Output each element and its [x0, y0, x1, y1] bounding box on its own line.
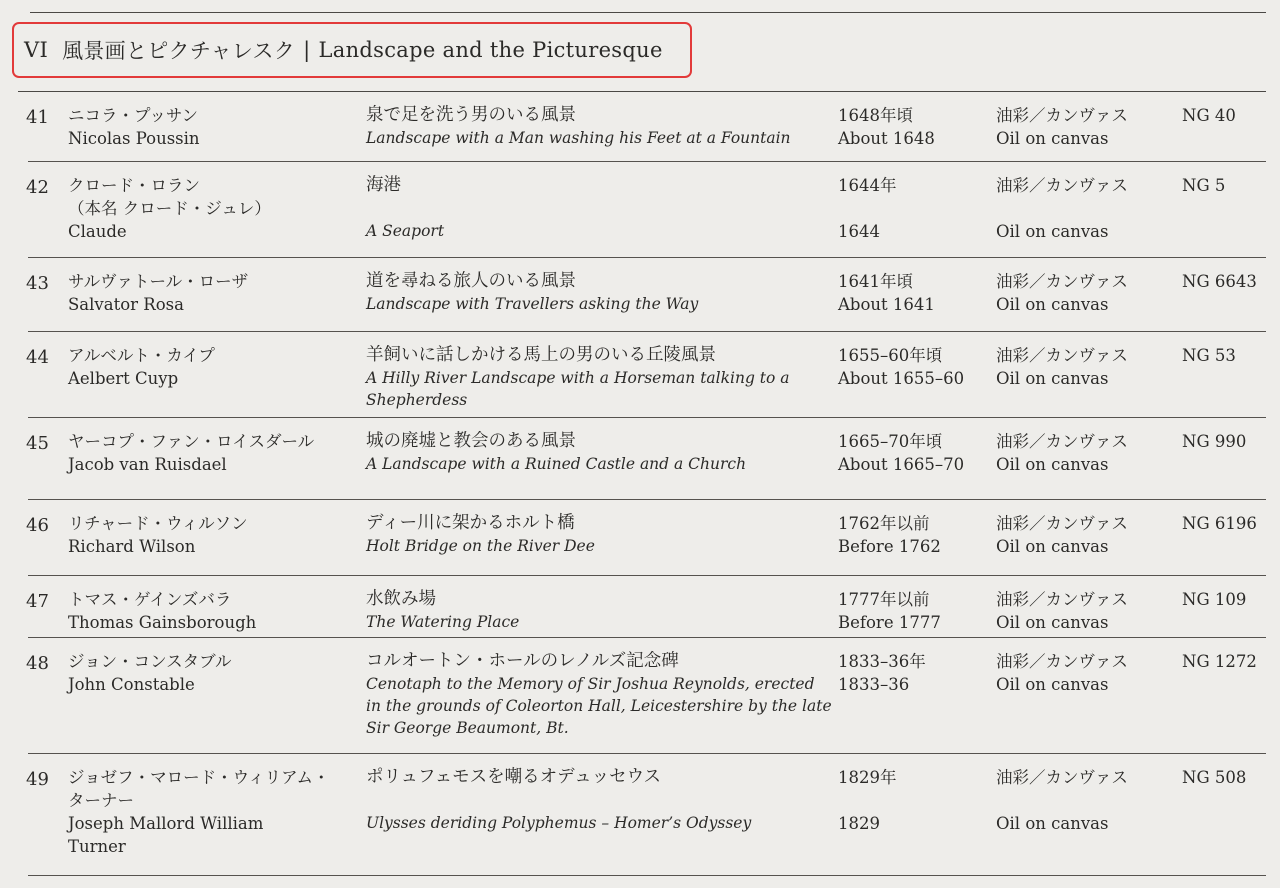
work-date-en: About 1655–60	[838, 369, 965, 388]
work-date-en: 1833–36	[838, 675, 910, 694]
work-title-ja: ディー川に架かるホルト橋	[366, 513, 575, 533]
work-title	[366, 104, 791, 149]
work-title-en: Landscape with a Man washing his Feet at a Fountain	[366, 129, 791, 147]
inventory-number: NG 508	[1182, 768, 1247, 787]
artist-alt-name: ターナー	[68, 791, 134, 810]
work-medium-ja: 油彩／カンヴァス	[996, 514, 1128, 533]
work-medium-en: Oil on canvas	[996, 814, 1109, 833]
inventory-number: NG 40	[1182, 106, 1236, 125]
work-date-ja: 1665–70年頃	[838, 432, 943, 451]
work-title	[366, 766, 751, 834]
work-date-en: About 1641	[838, 295, 935, 314]
artist	[68, 588, 256, 634]
work-date-ja: 1762年以前	[838, 514, 930, 533]
artist	[68, 174, 271, 243]
entry-number: 43	[26, 273, 49, 294]
work-date-en: Before 1762	[838, 537, 941, 556]
work-title-ja: 泉で足を洗う男のいる風景	[366, 105, 576, 125]
work-medium	[996, 174, 1128, 243]
artist-name-ja: ヤーコプ・ファン・ロイスダール	[68, 432, 315, 451]
work-medium-en: Oil on canvas	[996, 295, 1109, 314]
work-medium-ja: 油彩／カンヴァス	[996, 432, 1128, 451]
inventory-number: NG 6643	[1182, 272, 1257, 291]
catalogue-row	[0, 92, 1280, 162]
section-separator: |	[303, 38, 311, 62]
work-date-ja: 1648年頃	[838, 106, 913, 125]
work-title	[366, 430, 746, 475]
artist	[68, 344, 215, 390]
work-date-ja: 1829年	[838, 768, 897, 787]
work-medium-en: Oil on canvas	[996, 369, 1109, 388]
artist	[68, 270, 248, 316]
work-title-en: Cenotaph to the Memory of Sir Joshua Reynolds, erected	[366, 675, 815, 693]
work-medium-ja: 油彩／カンヴァス	[996, 106, 1128, 125]
work-medium	[996, 766, 1128, 835]
inventory-number: NG 990	[1182, 432, 1247, 451]
section-title-ja: 風景画とピクチャレスク	[62, 39, 296, 63]
work-date-en: 1644	[838, 222, 880, 241]
work-date	[838, 588, 941, 634]
work-title-en: A Landscape with a Ruined Castle and a Church	[366, 455, 747, 473]
work-title-en: Holt Bridge on the River Dee	[366, 537, 595, 555]
catalogue-row	[0, 754, 1280, 876]
artist	[68, 104, 200, 150]
artist-name-ja: ジョゼフ・マロード・ウィリアム・	[68, 768, 330, 787]
work-medium-en: Oil on canvas	[996, 613, 1109, 632]
catalogue-row	[0, 638, 1280, 754]
artist-name-en: Nicolas Poussin	[68, 129, 200, 148]
work-medium-ja: 油彩／カンヴァス	[996, 272, 1128, 291]
entry-number: 45	[26, 433, 49, 454]
work-title	[366, 650, 832, 739]
work-title	[366, 512, 595, 557]
artist	[68, 430, 314, 476]
work-date	[838, 430, 964, 476]
work-title-en: The Watering Place	[366, 613, 520, 631]
work-date	[838, 766, 897, 835]
row-rule	[28, 875, 1266, 876]
work-date-en: About 1648	[838, 129, 935, 148]
work-date	[838, 174, 897, 243]
catalogue-row	[0, 258, 1280, 332]
catalogue-row	[0, 576, 1280, 638]
work-title	[366, 588, 519, 633]
work-title-en: Landscape with Travellers asking the Way	[366, 295, 699, 313]
artist-name-ja: トマス・ゲインズバラ	[68, 590, 232, 609]
work-medium-ja: 油彩／カンヴァス	[996, 652, 1128, 671]
work-medium	[996, 588, 1128, 634]
work-medium	[996, 270, 1128, 316]
work-medium-en: Oil on canvas	[996, 129, 1109, 148]
work-medium-en: Oil on canvas	[996, 537, 1109, 556]
work-date	[838, 650, 926, 696]
entry-number: 48	[26, 653, 49, 674]
entry-number: 49	[26, 769, 49, 790]
artist-name-en: Salvator Rosa	[68, 295, 184, 314]
work-medium-ja: 油彩／カンヴァス	[996, 346, 1128, 365]
work-title-en: A Hilly River Landscape with a Horseman talking to a	[366, 369, 790, 387]
artist-name-ja: アルベルト・カイプ	[68, 346, 215, 365]
work-date-ja: 1777年以前	[838, 590, 930, 609]
work-title-en-line2: Shepherdess	[366, 391, 468, 409]
catalogue-row	[0, 500, 1280, 576]
work-medium-en: Oil on canvas	[996, 675, 1109, 694]
work-title-en: Ulysses deriding Polyphemus – Homer’s Odyssey	[366, 814, 752, 832]
artist-name-ja: ジョン・コンスタブル	[68, 652, 232, 671]
artist-name-ja: サルヴァトール・ローザ	[68, 272, 249, 291]
inventory-number: NG 109	[1182, 590, 1247, 609]
work-date	[838, 344, 964, 390]
inventory-number: NG 6196	[1182, 514, 1257, 533]
artist-name-en: Claude	[68, 222, 127, 241]
section-title-en: Landscape and the Picturesque	[318, 38, 663, 62]
work-date	[838, 512, 941, 558]
artist-name-en: Aelbert Cuyp	[68, 369, 179, 388]
entry-number: 41	[26, 107, 49, 128]
work-title	[366, 344, 790, 411]
work-title-en: A Seaport	[366, 222, 445, 240]
work-date-en: 1829	[838, 814, 880, 833]
top-rule	[30, 12, 1266, 13]
catalogue-row	[0, 162, 1280, 258]
work-date-en: About 1665–70	[838, 455, 965, 474]
catalogue-row	[0, 332, 1280, 418]
work-title-ja: ポリュフェモスを嘲るオデュッセウス	[366, 767, 662, 787]
work-title-ja: 海港	[366, 175, 401, 195]
artist-name-en: Thomas Gainsborough	[68, 613, 257, 632]
work-date-ja: 1641年頃	[838, 272, 913, 291]
artist	[68, 512, 248, 558]
work-date-ja: 1644年	[838, 176, 897, 195]
work-medium	[996, 430, 1128, 476]
work-title	[366, 174, 444, 242]
work-date-ja: 1833–36年	[838, 652, 926, 671]
artist-name-en: Richard Wilson	[68, 537, 196, 556]
artist-name-ja: リチャード・ウィルソン	[68, 514, 248, 533]
artist-name-en: John Constable	[68, 675, 195, 694]
catalogue-row	[0, 418, 1280, 500]
artist-name-en: Jacob van Ruisdael	[68, 455, 227, 474]
work-date	[838, 270, 935, 316]
work-title-en-line2: in the grounds of Coleorton Hall, Leicestershire by the late	[366, 697, 832, 715]
entry-number: 47	[26, 591, 49, 612]
entry-number: 46	[26, 515, 49, 536]
work-title	[366, 270, 698, 315]
artist-name-ja: ニコラ・プッサン	[68, 106, 199, 125]
work-title-ja: コルオートン・ホールのレノルズ記念碑	[366, 651, 679, 671]
work-medium-en: Oil on canvas	[996, 222, 1109, 241]
work-medium	[996, 512, 1128, 558]
work-title-ja: 道を尋ねる旅人のいる風景	[366, 271, 576, 291]
artist-name-en: Joseph Mallord William	[68, 814, 264, 833]
work-date	[838, 104, 935, 150]
entry-number: 44	[26, 347, 49, 368]
work-title-ja: 城の廃墟と教会のある風景	[366, 431, 576, 451]
work-medium-ja: 油彩／カンヴァス	[996, 176, 1128, 195]
work-medium	[996, 104, 1128, 150]
work-medium	[996, 650, 1128, 696]
work-medium-en: Oil on canvas	[996, 455, 1109, 474]
work-medium-ja: 油彩／カンヴァス	[996, 590, 1128, 609]
section-header	[12, 22, 692, 78]
work-date-ja: 1655–60年頃	[838, 346, 943, 365]
work-medium	[996, 344, 1128, 390]
work-medium-ja: 油彩／カンヴァス	[996, 768, 1128, 787]
inventory-number: NG 5	[1182, 176, 1226, 195]
artist-name-ja: クロード・ロラン	[68, 176, 200, 195]
work-title-ja: 羊飼いに話しかける馬上の男のいる丘陵風景	[366, 345, 716, 365]
work-title-en-line3: Sir George Beaumont, Bt.	[366, 719, 569, 737]
entry-number: 42	[26, 177, 49, 198]
work-date-en: Before 1777	[838, 613, 941, 632]
artist-alt-name: （本名 クロード・ジュレ）	[68, 199, 271, 218]
inventory-number: NG 53	[1182, 346, 1236, 365]
artist	[68, 650, 232, 696]
section-number: VI	[24, 38, 49, 62]
artist-name-en-line2: Turner	[68, 837, 126, 856]
work-title-ja: 水飲み場	[366, 589, 436, 609]
artist	[68, 766, 330, 858]
inventory-number: NG 1272	[1182, 652, 1257, 671]
